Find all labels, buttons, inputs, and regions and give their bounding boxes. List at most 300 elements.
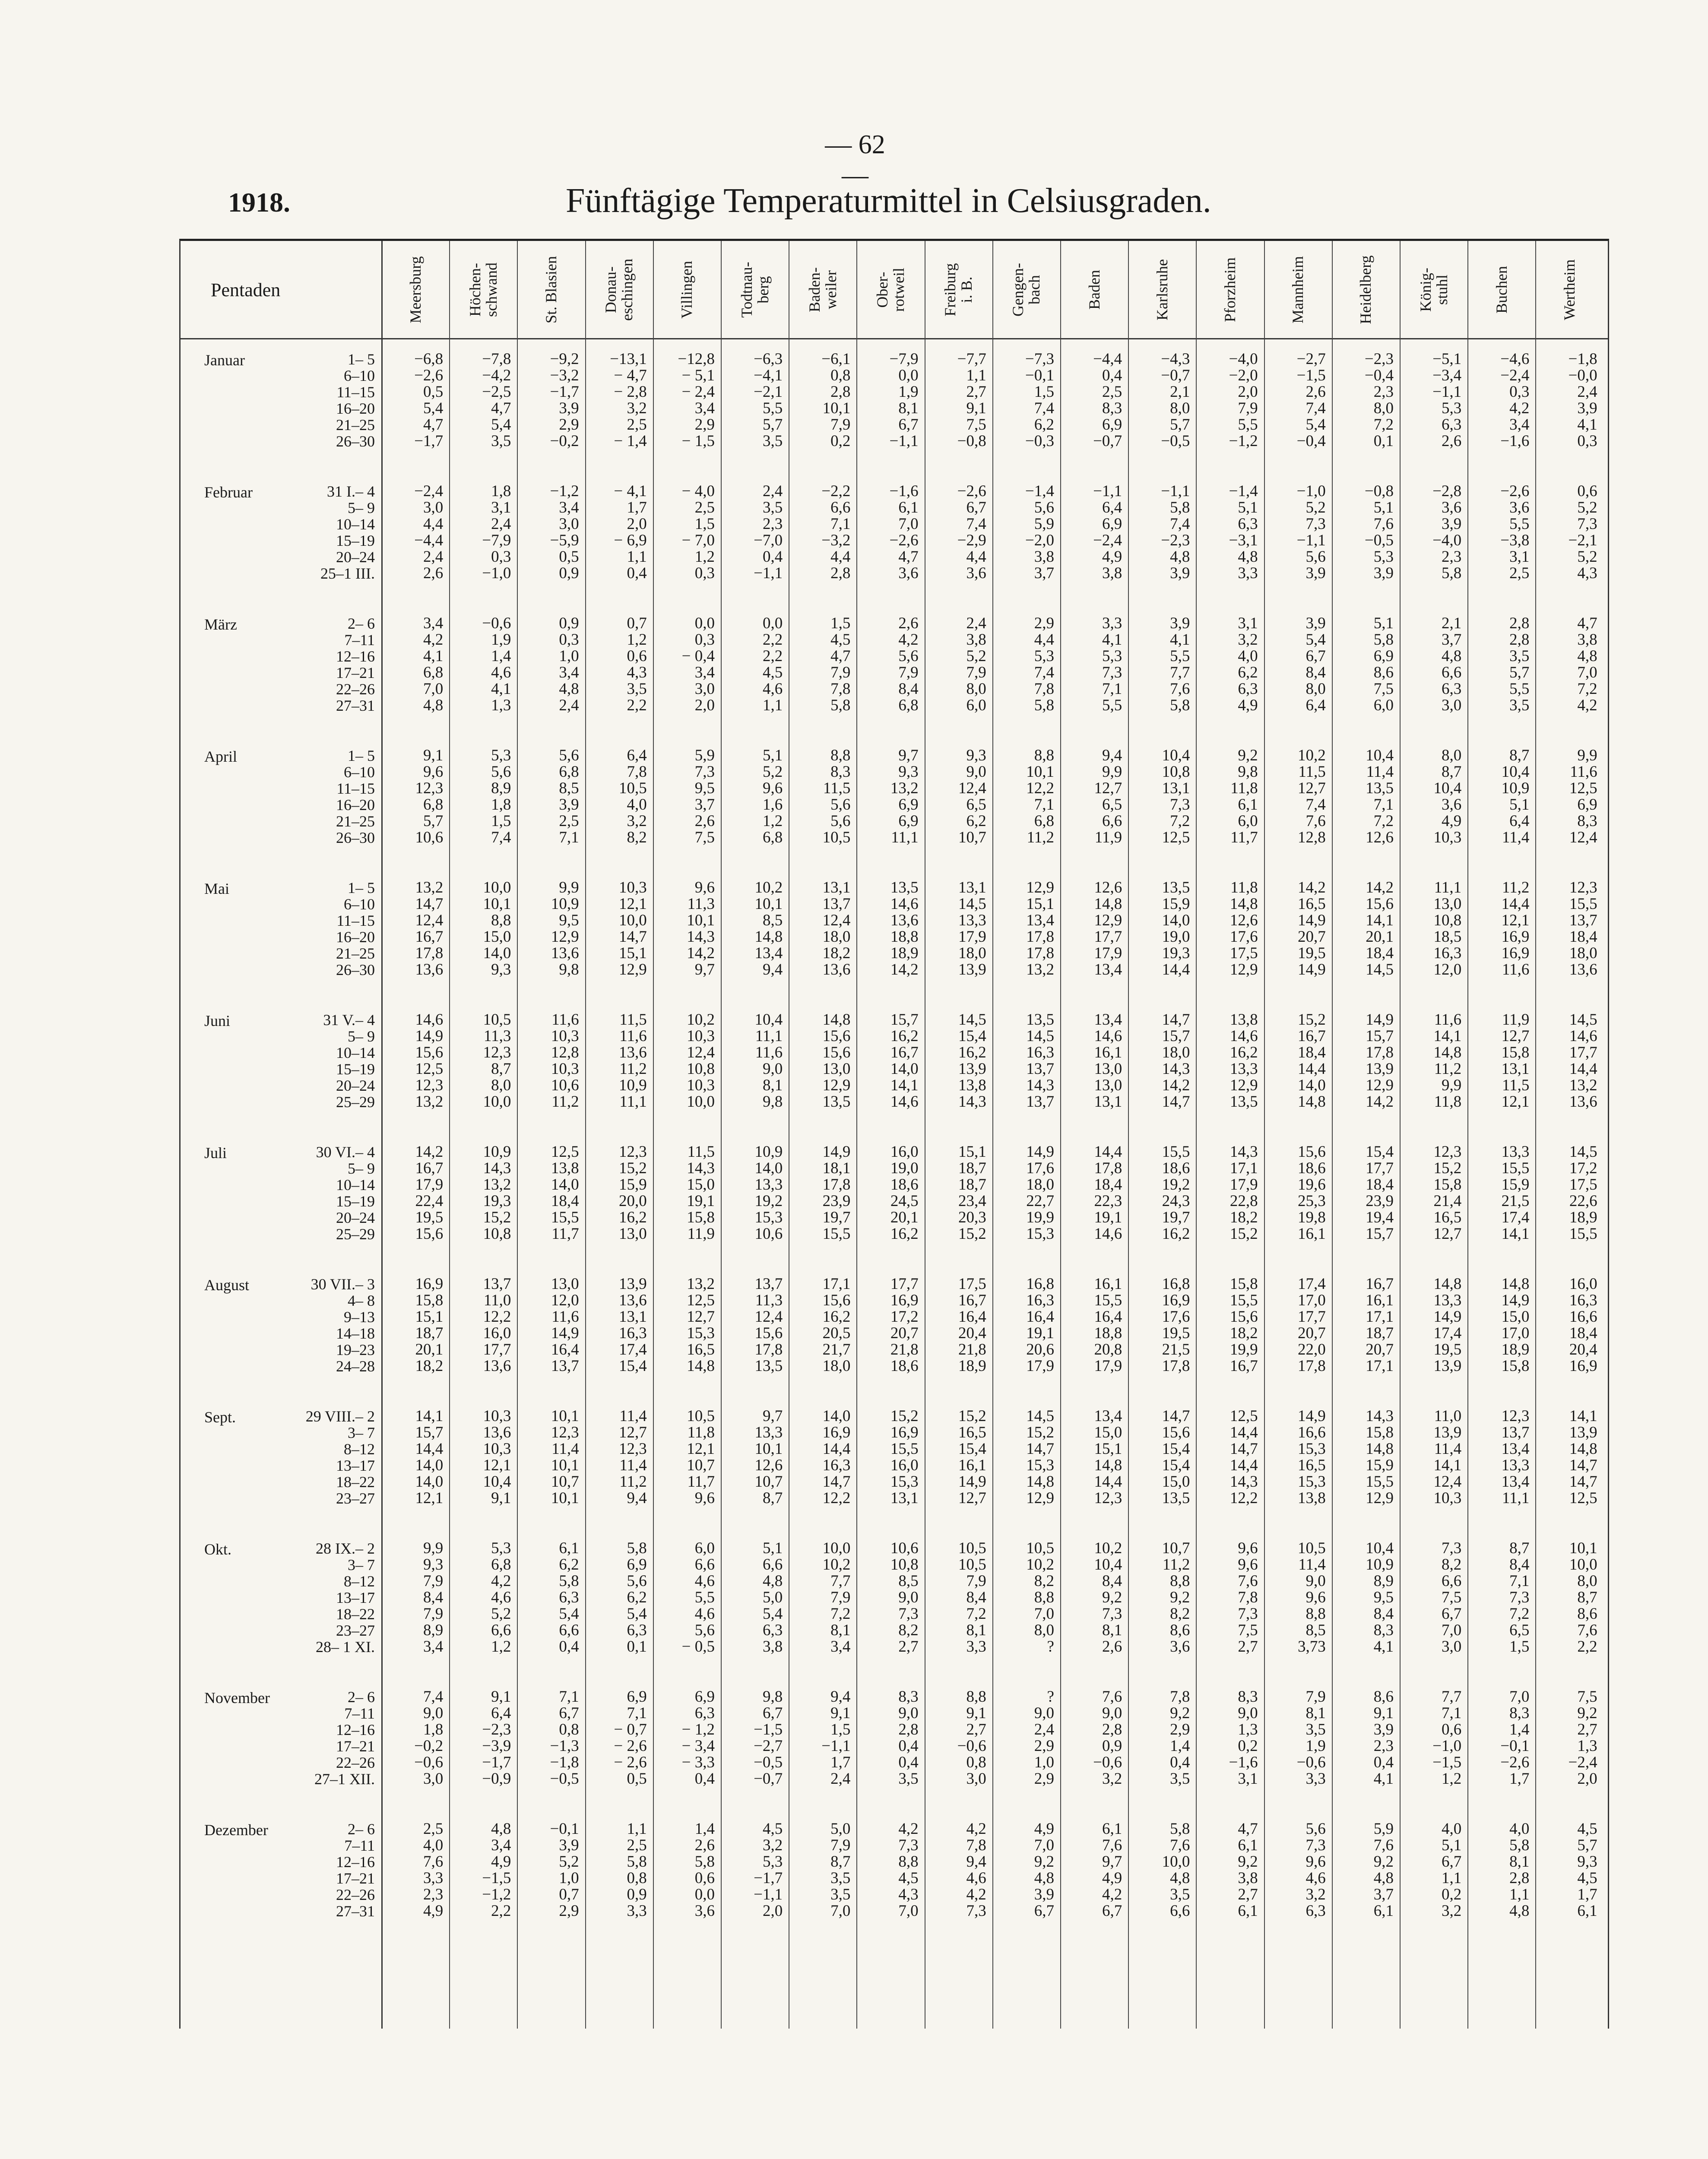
station-header (721, 241, 789, 338)
temperature-cell: 1,4 (1170, 1737, 1190, 1755)
temperature-cell: 4,1 (423, 647, 444, 665)
temperature-cell: −1,5 (754, 1721, 783, 1738)
temperature-cell: 4,8 (423, 696, 444, 714)
temperature-cell: 10,3 (483, 1440, 511, 1458)
table-row (181, 1061, 1608, 1077)
pentade-label: 26–30 (336, 961, 375, 978)
temperature-cell: 13,2 (687, 1275, 715, 1293)
temperature-cell: 4,2 (423, 631, 444, 649)
temperature-cell: 10,4 (1366, 747, 1394, 764)
temperature-cell: 13,5 (754, 1357, 783, 1375)
temperature-cell: 19,5 (1298, 944, 1326, 962)
temperature-cell: 3,1 (1238, 614, 1258, 632)
temperature-cell: 20,1 (890, 1209, 919, 1226)
temperature-cell: 8,5 (1306, 1621, 1326, 1639)
temperature-cell: 9,7 (898, 747, 919, 764)
table-row (181, 681, 1608, 697)
temperature-cell: 16,0 (483, 1324, 511, 1342)
temperature-cell: 1,9 (898, 383, 919, 401)
temperature-cell: 6,9 (627, 1556, 647, 1573)
temperature-cell: 6,7 (1441, 1853, 1462, 1871)
temperature-cell: −7,3 (1025, 350, 1054, 368)
temperature-cell: 15,8 (687, 1209, 715, 1226)
temperature-cell: 10,0 (1162, 1853, 1190, 1871)
pentade-label: 8–12 (344, 1573, 375, 1590)
temperature-cell: 11,6 (551, 1011, 579, 1029)
temperature-cell: 9,2 (1102, 1589, 1122, 1606)
temperature-cell: 7,3 (1441, 1539, 1462, 1557)
temperature-cell: 5,8 (1441, 564, 1462, 582)
temperature-cell: −1,8 (1568, 350, 1597, 368)
table-row (181, 615, 1608, 632)
temperature-cell: 15,9 (619, 1176, 647, 1193)
temperature-cell: 9,5 (694, 779, 715, 797)
temperature-cell: 11,2 (551, 1093, 579, 1111)
temperature-cell: 2,3 (423, 1886, 444, 1903)
column-rule (1535, 241, 1536, 2029)
temperature-cell: 15,4 (958, 1027, 986, 1045)
temperature-cell: 12,3 (1501, 1407, 1530, 1425)
temperature-cell: 5,2 (1577, 548, 1597, 566)
temperature-cell: 21,5 (1501, 1192, 1530, 1210)
pentade-label: 28 IX.– 2 (316, 1540, 375, 1557)
temperature-cell: −2,3 (1364, 350, 1394, 368)
temperature-cell: 15,3 (890, 1473, 919, 1491)
temperature-cell: 4,2 (898, 631, 919, 649)
temperature-cell: 14,2 (1366, 879, 1394, 896)
temperature-cell: 11,1 (1434, 879, 1462, 896)
temperature-cell: 10,2 (822, 1556, 851, 1573)
month-label: Juni (204, 1012, 231, 1029)
temperature-cell: 5,6 (491, 763, 511, 781)
temperature-cell: 7,0 (1441, 1621, 1462, 1639)
temperature-cell: 10,5 (1026, 1539, 1054, 1557)
temperature-cell: 13,7 (1026, 1093, 1054, 1111)
temperature-cell: 9,8 (762, 1688, 783, 1706)
temperature-cell: 4,8 (1577, 647, 1597, 665)
temperature-cell: 3,9 (559, 399, 579, 417)
pentade-label: 30 VI.– 4 (316, 1143, 375, 1161)
temperature-cell: −1,5 (482, 1869, 511, 1887)
temperature-cell: 16,3 (1026, 1292, 1054, 1309)
temperature-cell: 10,2 (1298, 747, 1326, 764)
table-row (181, 1045, 1608, 1061)
temperature-cell: 6,7 (898, 416, 919, 434)
temperature-cell: 18,7 (958, 1176, 986, 1193)
temperature-cell: 20,4 (958, 1324, 986, 1342)
temperature-cell: 14,4 (1569, 1060, 1597, 1078)
temperature-cell: 8,3 (1577, 812, 1597, 830)
temperature-cell: 13,1 (958, 879, 986, 896)
temperature-cell: 12,9 (1230, 961, 1258, 978)
temperature-cell: 1,2 (694, 548, 715, 566)
temperature-cell: 0,8 (966, 1754, 986, 1771)
temperature-cell: 19,0 (1162, 928, 1190, 946)
temperature-cell: 7,5 (1238, 1621, 1258, 1639)
temperature-cell: 16,0 (1569, 1275, 1597, 1293)
table-row (181, 1490, 1608, 1507)
pentade-label: 25–29 (336, 1225, 375, 1243)
temperature-cell: 7,7 (1170, 664, 1190, 681)
temperature-cell: 9,3 (898, 763, 919, 781)
pentade-label: 19–23 (336, 1341, 375, 1358)
pentade-label: 1– 5 (348, 879, 375, 896)
temperature-cell: 6,1 (1238, 1902, 1258, 1920)
temperature-cell: 5,9 (1034, 515, 1054, 533)
temperature-cell: 11,6 (1570, 763, 1597, 781)
temperature-cell: 10,2 (687, 1011, 715, 1029)
table-row (181, 1094, 1608, 1110)
temperature-cell: 8,8 (1306, 1605, 1326, 1623)
temperature-cell: 9,6 (694, 879, 715, 896)
temperature-cell: 2,2 (491, 1902, 511, 1920)
temperature-cell: 13,6 (890, 912, 919, 929)
temperature-cell: 18,9 (958, 1357, 986, 1375)
temperature-cell: −1,5 (1432, 1754, 1462, 1771)
temperature-cell: 7,3 (1238, 1605, 1258, 1623)
temperature-cell: 19,4 (1366, 1209, 1394, 1226)
pentade-label: 25–1 III. (320, 565, 375, 582)
temperature-cell: 5,8 (627, 1853, 647, 1871)
temperature-cell: 5,0 (830, 1820, 851, 1838)
temperature-cell: 9,9 (1441, 1076, 1462, 1094)
temperature-cell: 16,9 (890, 1424, 919, 1441)
table-row (181, 565, 1608, 582)
temperature-cell: 3,8 (762, 1638, 783, 1656)
temperature-cell: −2,0 (1229, 367, 1258, 384)
temperature-cell: 1,1 (1441, 1869, 1462, 1887)
station-name: Gengen- bach (1009, 263, 1043, 317)
temperature-cell: −4,6 (1500, 350, 1530, 368)
temperature-cell: 7,2 (830, 1605, 851, 1623)
temperature-cell: −0,5 (1161, 432, 1190, 450)
temperature-cell: 12,0 (1433, 961, 1462, 978)
temperature-cell: 19,9 (1230, 1341, 1258, 1358)
temperature-cell: 16,1 (1094, 1044, 1122, 1061)
temperature-cell: 17,0 (1501, 1324, 1530, 1342)
temperature-cell: 9,1 (966, 1704, 986, 1722)
temperature-cell: −1,0 (1432, 1737, 1462, 1755)
temperature-cell: 17,5 (958, 1275, 986, 1293)
table-row (181, 945, 1608, 962)
temperature-cell: 4,2 (1577, 696, 1597, 714)
station-header (517, 241, 585, 338)
temperature-cell: 14,7 (1230, 1440, 1258, 1458)
temperature-cell: 17,8 (822, 1176, 851, 1193)
temperature-cell: 9,6 (423, 763, 444, 781)
temperature-cell: 16,2 (958, 1044, 986, 1061)
temperature-cell: 18,0 (1162, 1044, 1190, 1061)
temperature-cell: 12,7 (1298, 779, 1326, 797)
temperature-cell: 11,5 (823, 779, 851, 797)
temperature-cell: 13,6 (619, 1044, 647, 1061)
temperature-cell: 8,5 (898, 1572, 919, 1590)
temperature-cell: 14,2 (687, 944, 715, 962)
temperature-cell: 14,4 (1230, 1456, 1258, 1474)
temperature-cell: 15,7 (1366, 1027, 1394, 1045)
temperature-cell: 8,4 (898, 680, 919, 698)
temperature-cell: 9,4 (966, 1853, 986, 1871)
temperature-cell: 11,7 (1230, 829, 1258, 846)
temperature-cell: 14,1 (1366, 912, 1394, 929)
table-row (181, 1144, 1608, 1160)
temperature-cell: 11,8 (1434, 1093, 1462, 1111)
station-name: Buchen (1493, 266, 1510, 313)
temperature-cell: 2,6 (423, 564, 444, 582)
temperature-cell: 1,5 (830, 1721, 851, 1738)
station-header (1196, 241, 1264, 338)
temperature-cell: 13,5 (1162, 1489, 1190, 1507)
temperature-cell: −3,8 (1500, 532, 1530, 549)
temperature-cell: 12,7 (1501, 1027, 1530, 1045)
temperature-cell: 12,7 (1433, 1225, 1462, 1243)
temperature-cell: 2,4 (830, 1770, 851, 1788)
month-label: Mai (204, 880, 229, 897)
temperature-cell: 9,8 (559, 961, 579, 978)
temperature-cell: 3,3 (423, 1869, 444, 1887)
temperature-cell: 4,1 (1170, 631, 1190, 649)
temperature-cell: 1,3 (1577, 1737, 1597, 1755)
temperature-cell: ? (1047, 1688, 1054, 1706)
temperature-cell: 16,5 (1433, 1209, 1462, 1226)
temperature-cell: −7,9 (482, 532, 511, 549)
temperature-cell: 18,4 (1569, 928, 1597, 946)
temperature-cell: 2,2 (762, 647, 783, 665)
temperature-cell: 5,4 (1306, 631, 1326, 649)
temperature-cell: 1,2 (1441, 1770, 1462, 1788)
temperature-cell: 4,1 (491, 680, 511, 698)
temperature-cell: 7,2 (1373, 812, 1394, 830)
table-row (181, 400, 1608, 417)
column-rule (653, 241, 654, 2029)
temperature-cell: 2,9 (1170, 1721, 1190, 1738)
temperature-cell: 7,1 (559, 829, 579, 846)
temperature-cell: −0,7 (754, 1770, 783, 1788)
temperature-cell: 2,3 (1373, 383, 1394, 401)
temperature-cell: 4,6 (491, 664, 511, 681)
temperature-cell: 0,4 (627, 564, 647, 582)
temperature-cell: −1,0 (1296, 482, 1326, 500)
station-name: Donau- eschingen (602, 258, 636, 321)
temperature-cell: 10,3 (551, 1060, 579, 1078)
temperature-cell: 9,4 (830, 1688, 851, 1706)
table-row (181, 1887, 1608, 1903)
temperature-table (179, 239, 1609, 2029)
temperature-cell: 17,9 (1094, 944, 1122, 962)
pentade-label: 2– 6 (348, 1820, 375, 1838)
temperature-cell: 10,5 (687, 1407, 715, 1425)
temperature-cell: 3,9 (559, 1836, 579, 1854)
temperature-cell: 14,3 (1162, 1060, 1190, 1078)
table-row (181, 880, 1608, 896)
temperature-cell: 15,2 (619, 1159, 647, 1177)
temperature-cell: 9,6 (762, 779, 783, 797)
pentade-label: 27–31 (336, 1903, 375, 1920)
temperature-cell: 7,7 (1441, 1688, 1462, 1706)
temperature-cell: 1,5 (1509, 1638, 1530, 1656)
temperature-cell: 16,2 (890, 1225, 919, 1243)
temperature-cell: 5,5 (1102, 696, 1122, 714)
pentade-label: 15–19 (336, 1193, 375, 1210)
temperature-cell: 8,7 (1509, 747, 1530, 764)
temperature-cell: 6,5 (966, 796, 986, 814)
temperature-cell: 8,4 (1509, 1556, 1530, 1573)
temperature-cell: 15,6 (822, 1027, 851, 1045)
table-row (181, 1639, 1608, 1655)
temperature-cell: 7,8 (627, 763, 647, 781)
temperature-cell: 15,0 (1162, 1473, 1190, 1491)
temperature-cell: 2,9 (559, 1902, 579, 1920)
temperature-cell: 4,6 (694, 1572, 715, 1590)
temperature-cell: 0,4 (1373, 1754, 1394, 1771)
temperature-cell: 14,2 (415, 1143, 444, 1161)
temperature-cell: −9,2 (550, 350, 579, 368)
temperature-cell: 10,1 (551, 1489, 579, 1507)
temperature-cell: 7,8 (1238, 1589, 1258, 1606)
temperature-cell: 18,4 (1366, 1176, 1394, 1193)
temperature-cell: 17,9 (1094, 1357, 1122, 1375)
pentade-label: 16–20 (336, 400, 375, 417)
temperature-cell: 11,4 (619, 1456, 647, 1474)
temperature-cell: 7,3 (1306, 515, 1326, 533)
temperature-cell: 12,3 (1433, 1143, 1462, 1161)
temperature-cell: 15,2 (1026, 1424, 1054, 1441)
temperature-cell: 3,8 (1102, 564, 1122, 582)
temperature-cell: 2,6 (898, 614, 919, 632)
temperature-cell: 18,5 (1433, 928, 1462, 946)
temperature-cell: 12,4 (822, 912, 851, 929)
temperature-cell: 15,4 (1162, 1440, 1190, 1458)
temperature-cell: 13,4 (754, 944, 783, 962)
temperature-cell: 10,1 (551, 1456, 579, 1474)
temperature-cell: 6,8 (491, 1556, 511, 1573)
temperature-cell: 7,1 (1102, 680, 1122, 698)
temperature-cell: 10,3 (687, 1076, 715, 1094)
temperature-cell: 22,4 (415, 1192, 444, 1210)
pentade-label: 12–16 (336, 1721, 375, 1738)
temperature-cell: 15,3 (1298, 1440, 1326, 1458)
pentade-label: 18–22 (336, 1473, 375, 1491)
temperature-cell: 17,4 (1298, 1275, 1326, 1293)
pentade-label: 1– 5 (348, 351, 375, 368)
temperature-cell: 3,73 (1298, 1638, 1326, 1656)
temperature-cell: 18,4 (1094, 1176, 1122, 1193)
temperature-cell: 12,4 (1569, 829, 1597, 846)
temperature-cell: 0,0 (898, 367, 919, 384)
temperature-cell: 18,6 (1298, 1159, 1326, 1177)
temperature-cell: −4,3 (1161, 350, 1190, 368)
temperature-cell: 4,7 (1238, 1820, 1258, 1838)
temperature-cell: 12,1 (1501, 912, 1530, 929)
temperature-cell: 13,9 (1433, 1357, 1462, 1375)
temperature-cell: 11,2 (1162, 1556, 1190, 1573)
temperature-cell: 8,3 (830, 763, 851, 781)
temperature-cell: 9,6 (694, 1489, 715, 1507)
table-row (181, 1589, 1608, 1606)
table-row (181, 747, 1608, 764)
temperature-cell: 6,3 (1238, 680, 1258, 698)
temperature-cell: 12,6 (754, 1456, 783, 1474)
temperature-cell: 1,4 (1509, 1721, 1530, 1738)
temperature-cell: −0,6 (482, 614, 511, 632)
pentade-label: 26–30 (336, 829, 375, 846)
pentade-label: 7–11 (344, 631, 375, 649)
temperature-cell: 7,9 (830, 1836, 851, 1854)
column-rule (449, 241, 450, 2029)
station-name: Ober- rotweil (873, 267, 907, 312)
temperature-cell: −2,6 (414, 367, 444, 384)
temperature-cell: 10,0 (483, 1093, 511, 1111)
temperature-cell: 3,5 (491, 432, 511, 450)
temperature-cell: 6,1 (1373, 1902, 1394, 1920)
temperature-cell: 13,2 (415, 1093, 444, 1111)
temperature-cell: −6,1 (821, 350, 851, 368)
temperature-cell: 13,8 (958, 1076, 986, 1094)
temperature-cell: 3,9 (559, 796, 579, 814)
temperature-cell: 8,7 (762, 1489, 783, 1507)
temperature-cell: 15,2 (1230, 1225, 1258, 1243)
temperature-cell: 10,5 (822, 829, 851, 846)
temperature-cell: 7,4 (423, 1688, 444, 1706)
temperature-cell: 15,3 (1026, 1225, 1054, 1243)
temperature-cell: 0,2 (830, 432, 851, 450)
temperature-cell: 20,7 (1366, 1341, 1394, 1358)
month-label: Juli (204, 1144, 227, 1162)
temperature-cell: −1,7 (482, 1754, 511, 1771)
temperature-cell: 10,5 (483, 1011, 511, 1029)
temperature-cell: 13,2 (890, 779, 919, 797)
station-header (1535, 241, 1603, 338)
temperature-cell: 13,6 (822, 961, 851, 978)
temperature-cell: 13,4 (1094, 961, 1122, 978)
temperature-cell: 15,1 (1026, 895, 1054, 913)
temperature-cell: 10,1 (551, 1407, 579, 1425)
temperature-cell: 3,7 (1441, 631, 1462, 649)
temperature-cell: 18,7 (1366, 1324, 1394, 1342)
temperature-cell: 9,5 (1373, 1589, 1394, 1606)
temperature-cell: 13,1 (1501, 1060, 1530, 1078)
temperature-cell: 5,1 (1441, 1836, 1462, 1854)
temperature-cell: 0,3 (491, 548, 511, 566)
temperature-cell: − 0,4 (681, 647, 715, 665)
temperature-cell: 7,3 (966, 1902, 986, 1920)
temperature-cell: 14,5 (1026, 1407, 1054, 1425)
temperature-cell: 3,9 (1577, 399, 1597, 417)
temperature-cell: 14,7 (822, 1473, 851, 1491)
temperature-cell: −1,4 (1025, 482, 1054, 500)
temperature-cell: 7,5 (694, 829, 715, 846)
temperature-cell: 4,5 (1577, 1869, 1597, 1887)
temperature-cell: 3,5 (830, 1869, 851, 1887)
table-row (181, 1573, 1608, 1589)
temperature-cell: 6,8 (423, 796, 444, 814)
temperature-cell: 8,8 (898, 1853, 919, 1871)
temperature-cell: 14,7 (1162, 1407, 1190, 1425)
pentade-label: 27–1 XII. (314, 1770, 375, 1788)
temperature-cell: 5,6 (1034, 499, 1054, 516)
temperature-cell: 8,6 (1373, 664, 1394, 681)
temperature-cell: 2,9 (1034, 1770, 1054, 1788)
temperature-cell: 14,7 (619, 928, 647, 946)
temperature-cell: 15,0 (1094, 1424, 1122, 1441)
temperature-cell: 7,1 (1441, 1704, 1462, 1722)
temperature-cell: 9,5 (559, 912, 579, 929)
table-row (181, 929, 1608, 945)
station-header (1467, 241, 1535, 338)
temperature-cell: 11,6 (619, 1027, 647, 1045)
table-row (181, 632, 1608, 648)
temperature-cell: 11,3 (483, 1027, 511, 1045)
